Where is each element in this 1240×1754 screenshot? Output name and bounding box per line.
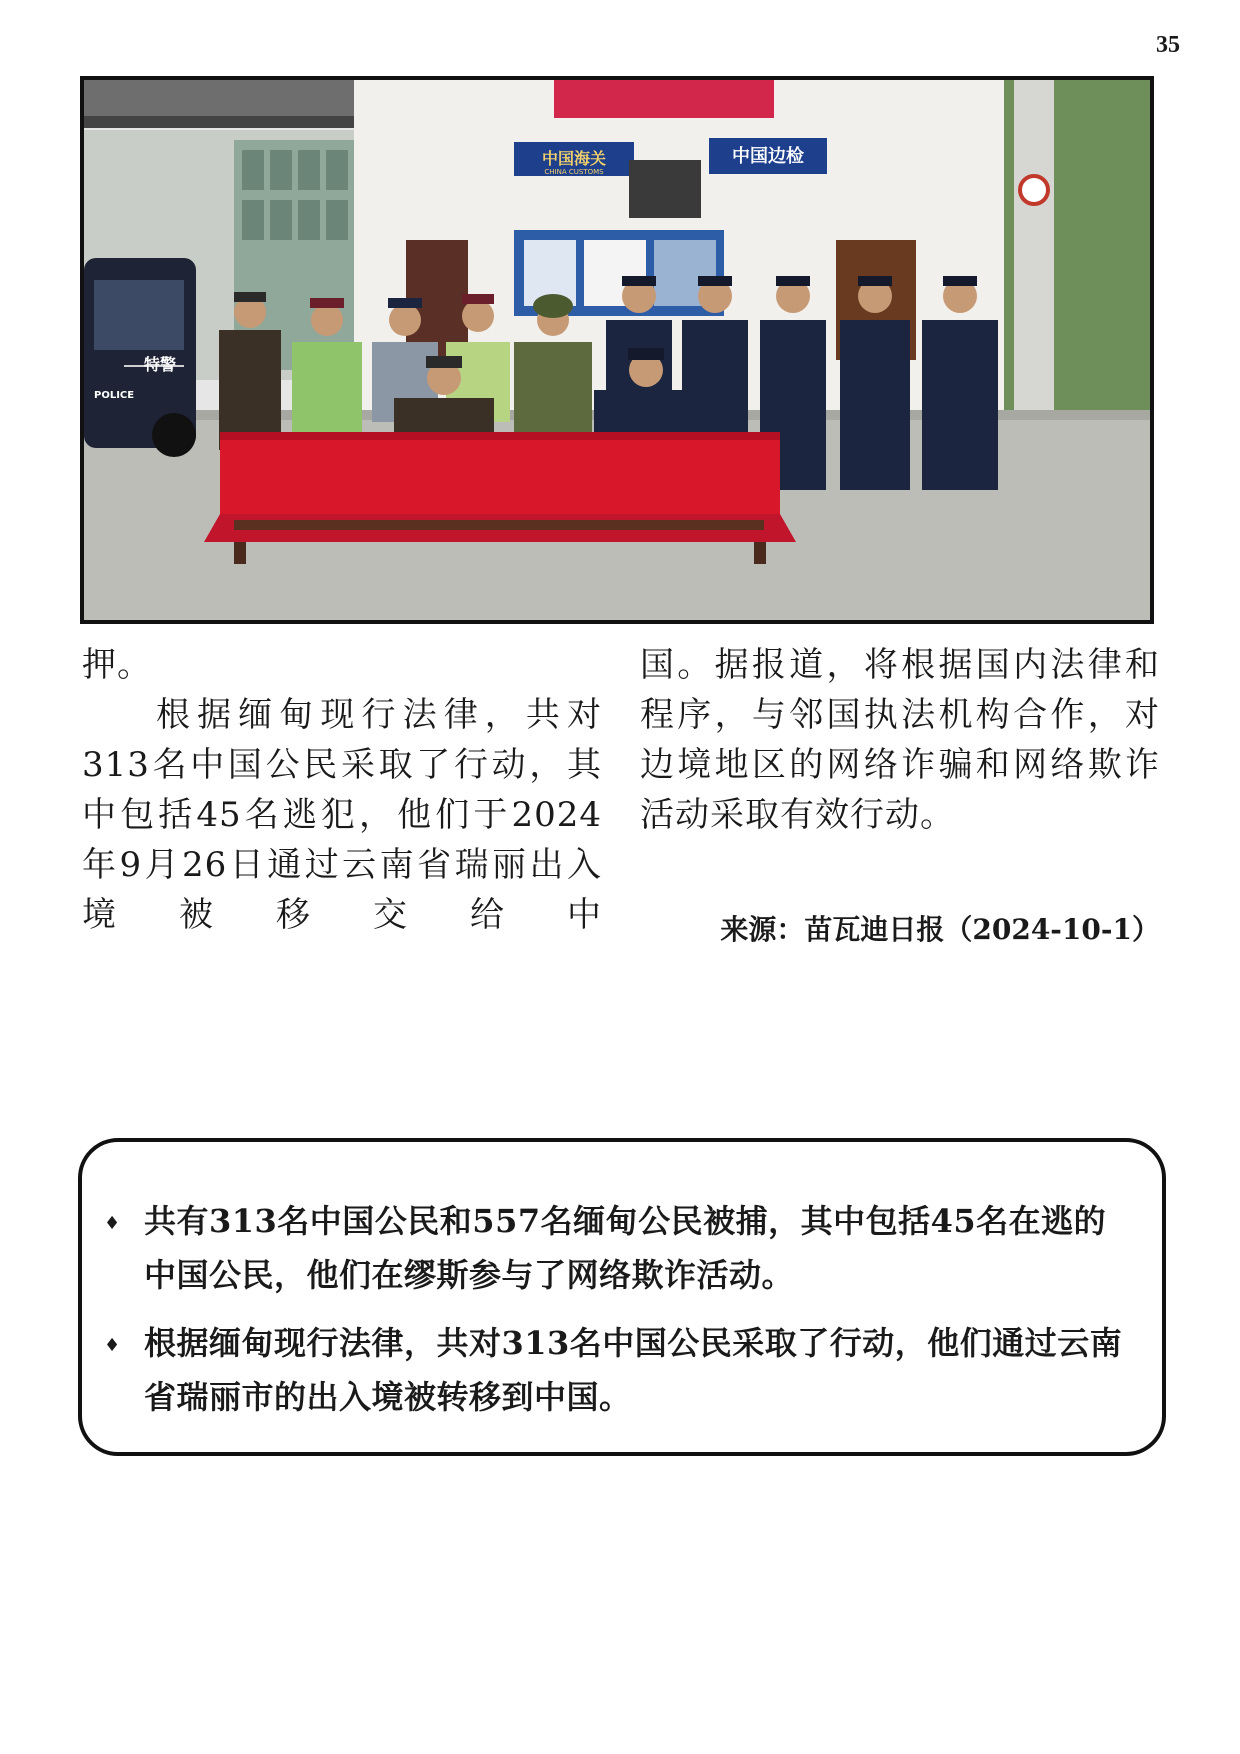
border-inspection-sign-text: 中国边检 [732, 146, 804, 167]
summary-item-text: 共有313名中国公民和557名缅甸公民被捕，其中包括45名在逃的中国公民，他们在缪斯参与了网络欺诈活动。 [144, 1202, 1107, 1294]
signing-ceremony-photo [80, 76, 1154, 624]
diamond-bullet-icon: ♦ [104, 1335, 121, 1356]
diamond-bullet-icon: ♦ [104, 1213, 121, 1234]
summary-box [78, 1138, 1166, 1456]
customs-sign-text: 中国海关 [541, 149, 607, 168]
summary-item-text: 根据缅甸现行法律，共对313名中国公民采取了行动，他们通过云南省瑞丽市的出入境被转移到中国。 [144, 1324, 1123, 1416]
article-left-column [82, 640, 602, 940]
article-paragraph-main: 根据缅甸现行法律，共对313名中国公民采取了行动，其中包括45名逃犯，他们于2024年9月26日通过云南省瑞丽出入境被移交给中 [82, 695, 602, 935]
article-right-column [640, 640, 1160, 840]
customs-sign-en: CHINA CUSTOMS [544, 168, 604, 176]
article-paragraph-right: 国。据报道，将根据国内法律和程序，与邻国执法机构合作，对边境地区的网络诈骗和网络欺诈活动采取有效行动。 [640, 645, 1160, 835]
article-source: 来源：苗瓦迪日报（2024-10-1） [720, 913, 1160, 946]
summary-item [104, 1194, 1134, 1302]
van-label: 特警 [144, 355, 177, 374]
van-label-en: POLICE [94, 390, 135, 401]
article-paragraph-continuation: 押。 [82, 645, 152, 685]
summary-item [104, 1316, 1134, 1424]
page-number: 35 [1156, 32, 1180, 58]
